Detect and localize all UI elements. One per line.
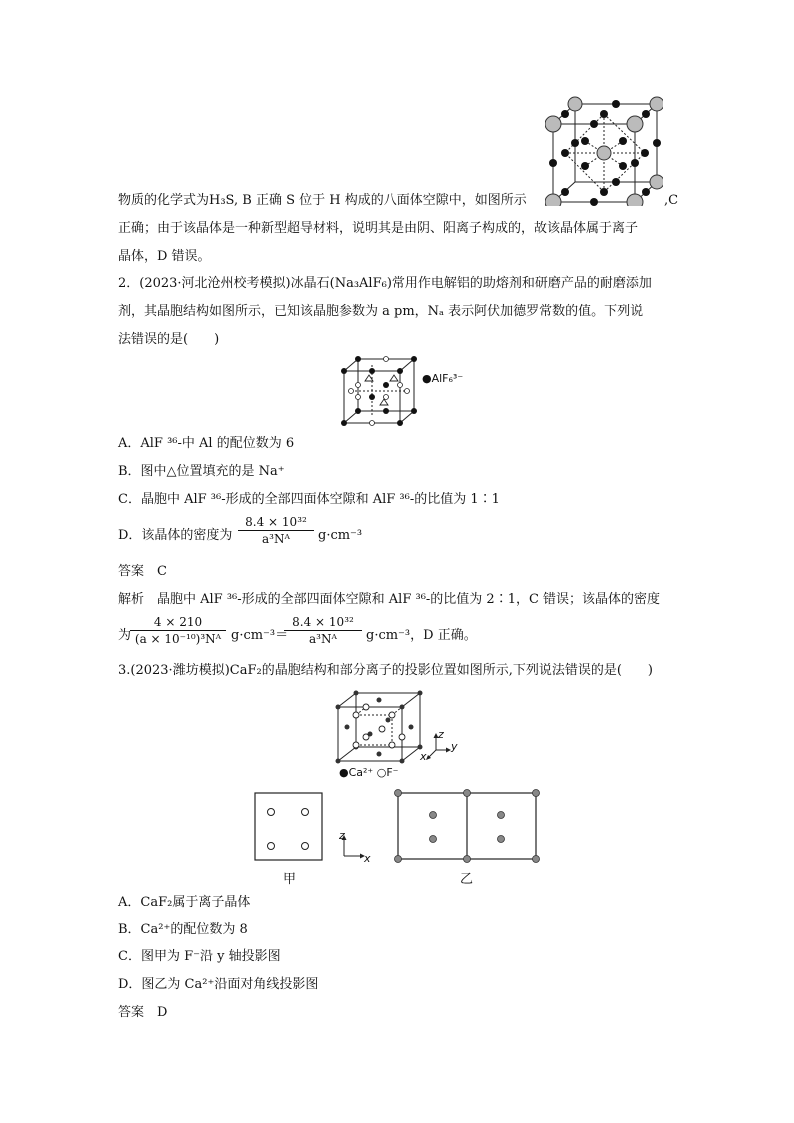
cryolite-cell-figure <box>340 355 420 427</box>
q2-analysis-numerator-2: 8.4 × 10³² <box>284 614 362 631</box>
top-line-1-tail: ,C <box>664 193 679 208</box>
q2-analysis-mid: g·cm⁻³＝ <box>231 628 289 643</box>
q2-option-d-prefix: D．该晶体的密度为 <box>118 528 233 543</box>
q2-option-c: C．晶胞中 AlF ³⁶-形成的全部四面体空隙和 AlF ³⁶-的比值为 1∶1 <box>118 492 500 507</box>
projection-jia-figure <box>254 792 324 862</box>
axis-3d-y-label: y <box>451 740 458 753</box>
axis-3d-x-label: x <box>420 750 427 763</box>
q2-analysis-fraction-2 <box>284 614 362 647</box>
q2-stem-line-3: 法错误的是( ) <box>118 332 220 347</box>
q2-option-d-fraction <box>238 514 314 547</box>
q3-stem: 3.(2023·潍坊模拟)CaF₂的晶胞结构和部分离子的投影位置如图所示,下列说法错误的是( ) <box>118 663 653 678</box>
q2-analysis-fraction-1 <box>130 614 226 647</box>
q2-analysis-numerator-1: 4 × 210 <box>130 614 226 631</box>
q3-answer: 答案 D <box>118 1005 168 1020</box>
q3-figure-legend: ●Ca²⁺ ○F⁻ <box>339 766 399 779</box>
q2-analysis-line-1: 解析 晶胞中 AlF ³⁶-形成的全部四面体空隙和 AlF ³⁶-的比值为 2∶1，C 错误；该晶体的密度 <box>118 592 661 607</box>
q2-option-d-numerator: 8.4 × 10³² <box>238 514 314 531</box>
q2-stem-line-1: 2．(2023·河北沧州校考模拟)冰晶石(Na₃AlF₆)常用作电解铝的助熔剂和研磨产品的耐磨添加 <box>118 276 652 291</box>
q3-option-c: C．图甲为 F⁻沿 y 轴投影图 <box>118 949 281 964</box>
q2-option-b: B．图中△位置填充的是 Na⁺ <box>118 464 285 479</box>
top-line-2: 正确；由于该晶体是一种新型超导材料，说明其是由阴、阳离子构成的，故该晶体属于离子 <box>118 221 639 236</box>
projection-yi-figure <box>393 788 541 864</box>
q3-option-b: B．Ca²⁺的配位数为 8 <box>118 922 248 937</box>
q2-analysis-denominator-1: (a × 10⁻¹⁰)³Nᴬ <box>134 632 222 646</box>
q2-analysis-prefix: 为 <box>118 628 132 643</box>
q2-analysis-denominator-2: a³Nᴬ <box>309 632 337 646</box>
q2-option-d-unit: g·cm⁻³ <box>318 528 363 543</box>
q2-option-d-denominator: a³Nᴬ <box>262 532 290 546</box>
q2-figure-legend: ●AlF₆³⁻ <box>422 372 464 385</box>
label-jia: 甲 <box>283 872 297 887</box>
caf2-cell-figure <box>334 689 426 765</box>
q2-stem-line-2: 剂，其晶胞结构如图所示，已知该晶胞参数为 a pm，Nₐ 表示阿伏加德罗常数的值。下列说 <box>118 304 644 319</box>
top-line-1: 物质的化学式为H₃S, B 正确 S 位于 H 构成的八面体空隙中，如图所示 <box>118 193 527 208</box>
q3-option-a: A．CaF₂属于离子晶体 <box>118 895 251 910</box>
axis-2d-z-label: z <box>339 829 345 842</box>
q2-option-a: A．AlF ³⁶-中 Al 的配位数为 6 <box>118 436 295 451</box>
axis-3d-z-label: z <box>438 728 444 741</box>
q2-analysis-tail: g·cm⁻³，D 正确。 <box>366 628 477 643</box>
h3s-crystal-figure <box>545 96 663 206</box>
axis-2d-x-label: x <box>364 852 371 865</box>
q2-answer: 答案 C <box>118 564 167 579</box>
q3-option-d: D．图乙为 Ca²⁺沿面对角线投影图 <box>118 977 319 992</box>
label-yi: 乙 <box>460 872 474 887</box>
top-line-3: 晶体，D 错误。 <box>118 249 211 264</box>
